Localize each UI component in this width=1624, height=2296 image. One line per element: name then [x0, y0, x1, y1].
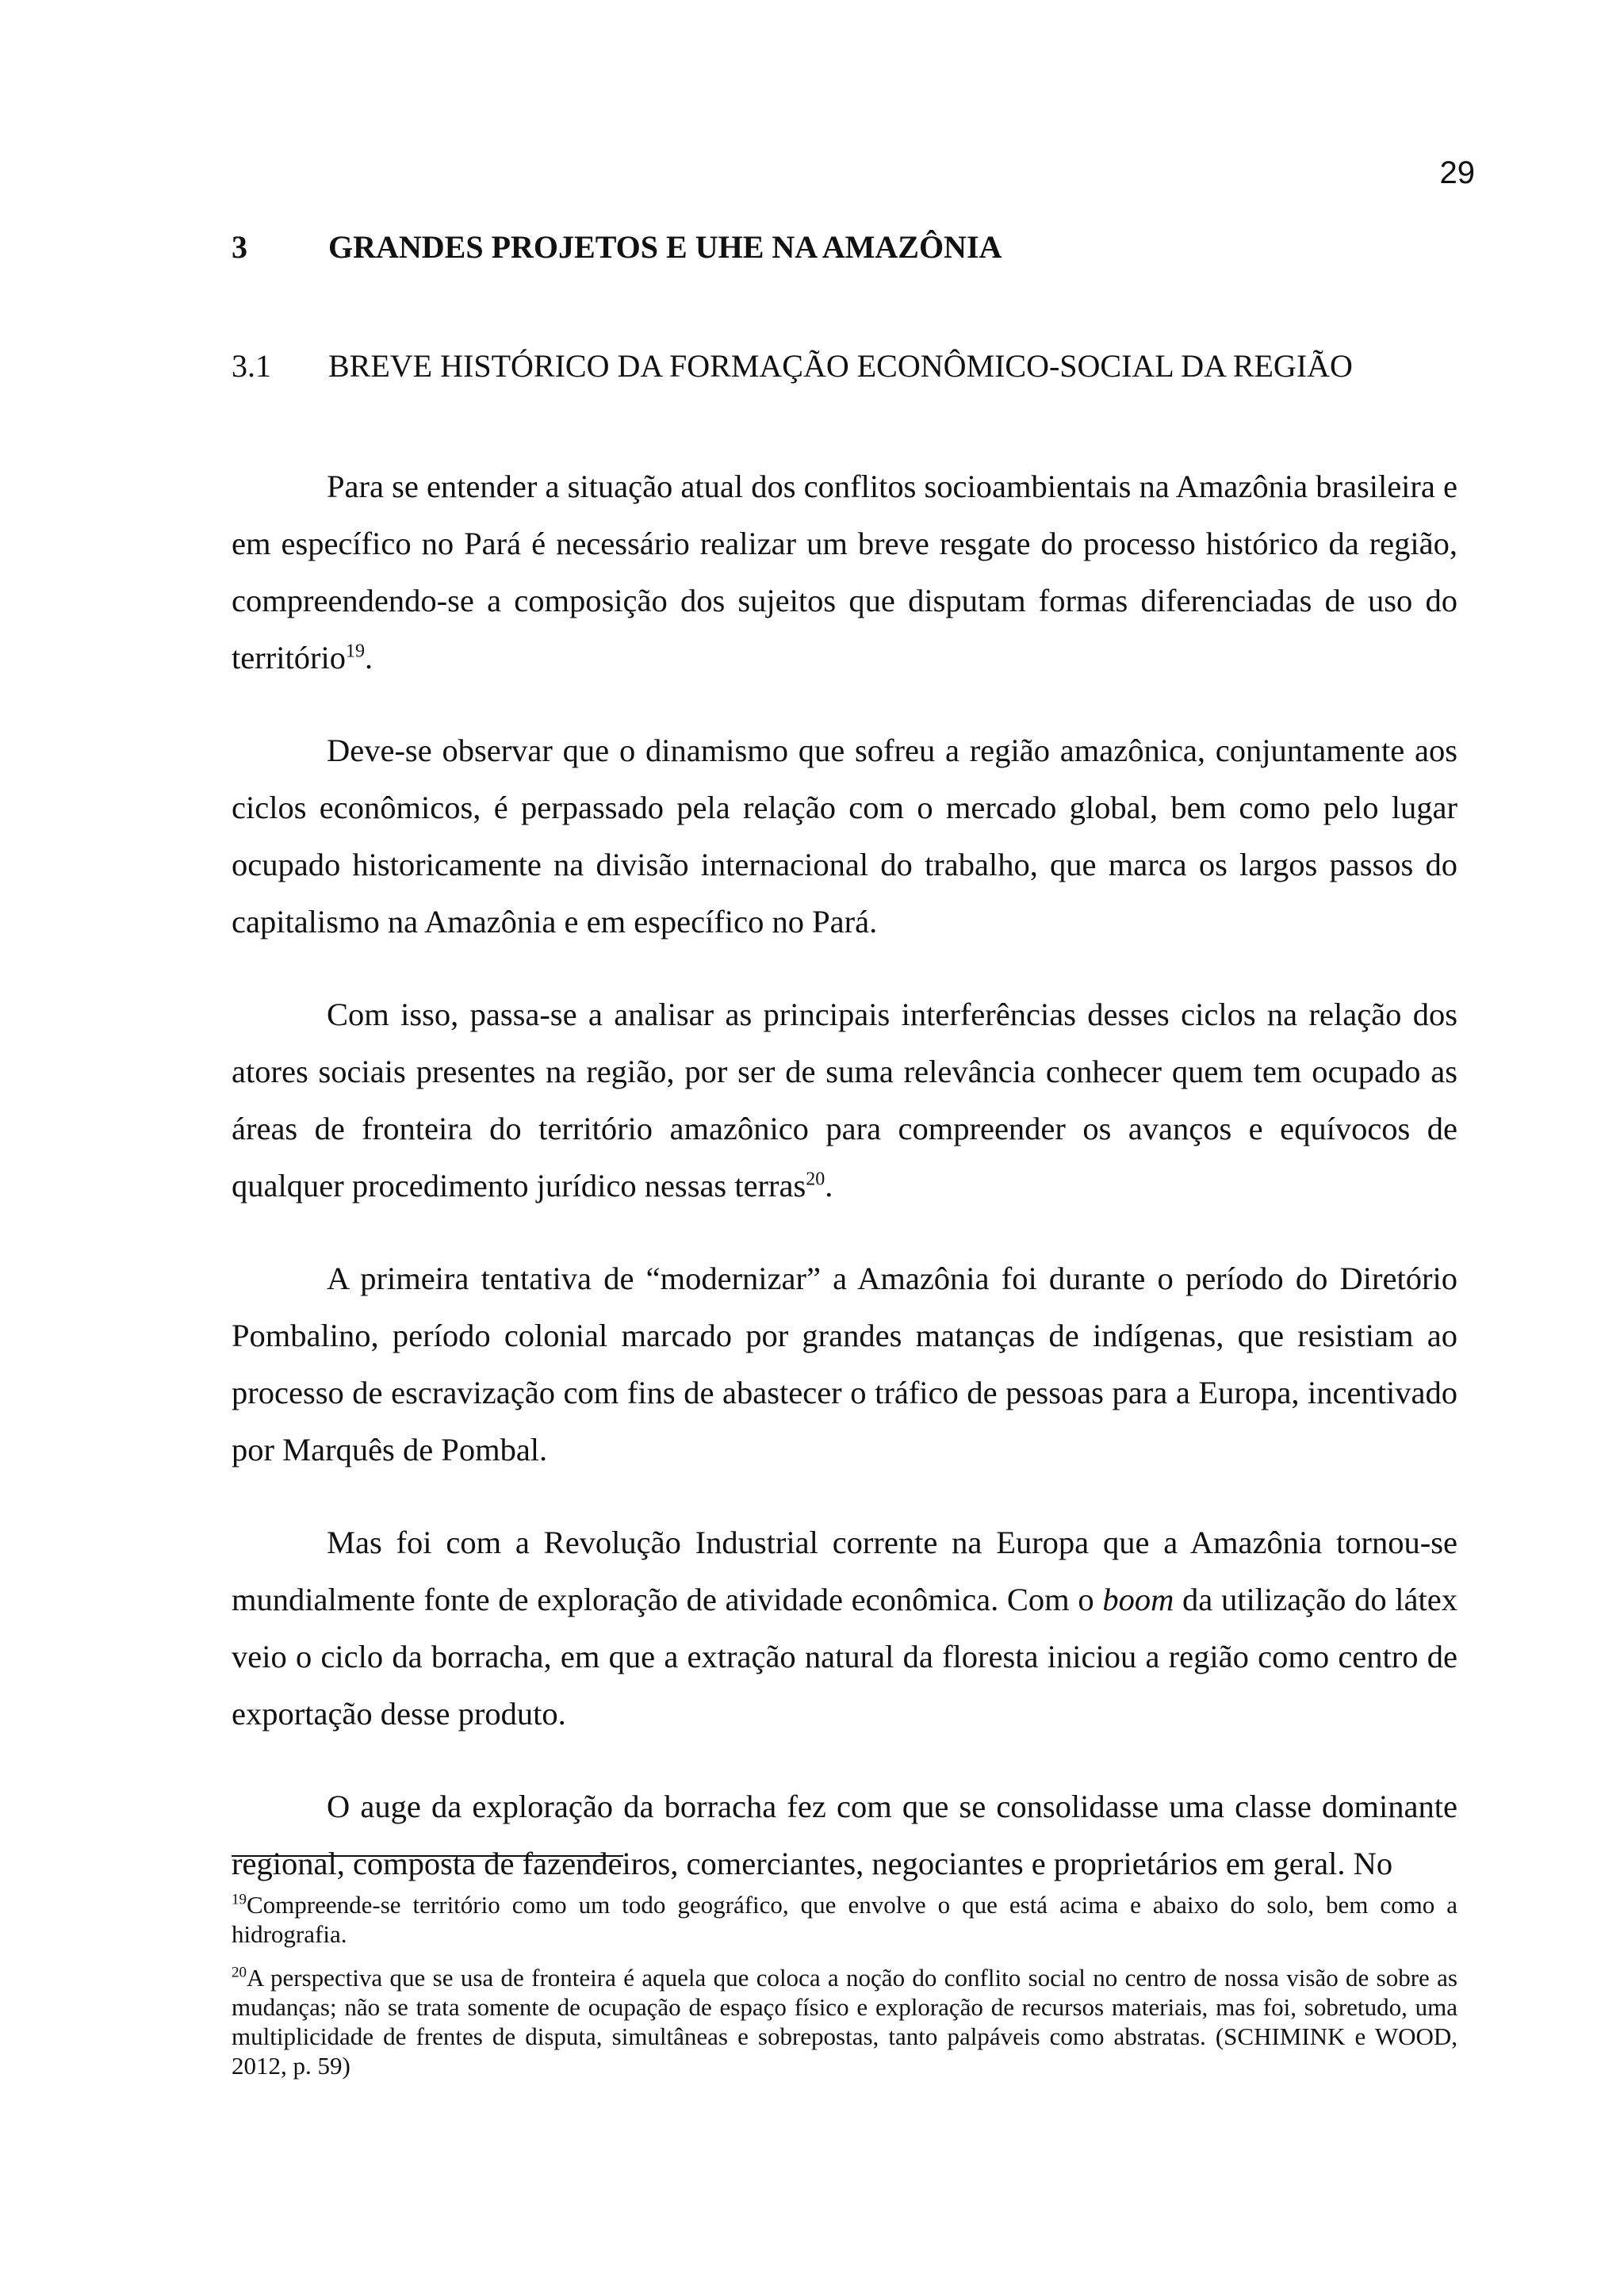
paragraph-text: da utilização do látex veio o ciclo da borracha, em que a extração natural da floresta iniciou a região como centro de exportação desse produto.	[232, 1582, 1457, 1732]
footnote-20	[232, 1963, 1457, 2080]
paragraph-text: A primeira tentativa de “modernizar” a Amazônia foi durante o período do Diretório Pombalino, período colonial marcado por grandes matanças de indígenas, que resistiam ao processo de escravização com fins de abastecer o tráfico de pessoas para a Europa, incentivado por Marquês de Pombal.	[232, 1261, 1457, 1468]
footnote-text: A perspectiva que se usa de fronteira é aquela que coloca a noção do conflito social no centro de nossa visão de sobre as mudanças; não se trata somente de ocupação de espaço físico e exploração de recursos materiais, mas foi, sobretudo, uma multiplicidade de frentes de disputa, simultâneas e sobrepostas, tanto palpáveis como abstratas. (SCHIMINK e WOOD, 2012, p. 59)	[232, 1964, 1457, 2080]
paragraph-text: Mas foi com a Revolução Industrial corrente na Europa que a Amazônia tornou-se mundialmente fonte de exploração de atividade econômica. Com o	[232, 1525, 1457, 1617]
chapter-heading	[232, 228, 1500, 266]
chapter-number: 3	[232, 229, 247, 265]
paragraph-end: .	[825, 1168, 833, 1203]
page-number: 29	[1439, 155, 1475, 190]
paragraph	[232, 1514, 1457, 1743]
footnotes	[232, 1890, 1457, 2095]
paragraph-text: O auge da exploração da borracha fez com que se consolidasse uma classe dominante regional, composta de fazendeiros, comerciantes, negociantes e proprietários em geral. No	[232, 1789, 1457, 1881]
paragraph-text: Com isso, passa-se a analisar as principais interferências desses ciclos na relação dos atores sociais presentes na região, por ser de suma relevância conhecer quem tem ocupado as áreas de fronteira do território amazônico para compreender os avanços e equívocos de qualquer procedimento jurídico nessas terras	[232, 997, 1457, 1203]
paragraph	[232, 722, 1457, 951]
footnote-number: 20	[232, 1964, 247, 1981]
paragraph	[232, 1778, 1457, 1892]
italic-term: boom	[1102, 1582, 1174, 1617]
chapter-title: GRANDES PROJETOS E UHE NA AMAZÔNIA	[328, 229, 1002, 265]
section-heading	[232, 347, 1500, 385]
body-text	[232, 458, 1457, 1892]
footnote-number: 19	[232, 1891, 247, 1908]
paragraph-end: .	[364, 640, 373, 675]
section-title: BREVE HISTÓRICO DA FORMAÇÃO ECONÔMICO-SOCIAL DA REGIÃO	[328, 348, 1353, 384]
footnote-ref-20: 20	[806, 1169, 825, 1190]
paragraph	[232, 1250, 1457, 1479]
paragraph	[232, 458, 1457, 687]
section-number: 3.1	[232, 348, 271, 384]
footnote-19	[232, 1890, 1457, 1949]
paragraph-text: Para se entender a situação atual dos conflitos socioambientais na Amazônia brasileira e em específico no Pará é necessário realizar um breve resgate do processo histórico da região, compreendendo-se a composição dos sujeitos que disputam formas diferenciadas de uso do território	[232, 469, 1457, 675]
footnote-text: Compreende-se território como um todo geográfico, que envolve o que está acima e abaixo do solo, bem como a hidrografia.	[232, 1891, 1457, 1948]
paragraph	[232, 986, 1457, 1215]
footnote-separator	[232, 1855, 623, 1857]
paragraph-text: Deve-se observar que o dinamismo que sofreu a região amazônica, conjuntamente aos ciclos econômicos, é perpassado pela relação com o mercado global, bem como pelo lugar ocupado historicamente na divisão internacional do trabalho, que marca os largos passos do capitalismo na Amazônia e em específico no Pará.	[232, 733, 1457, 939]
footnote-ref-19: 19	[345, 641, 365, 662]
